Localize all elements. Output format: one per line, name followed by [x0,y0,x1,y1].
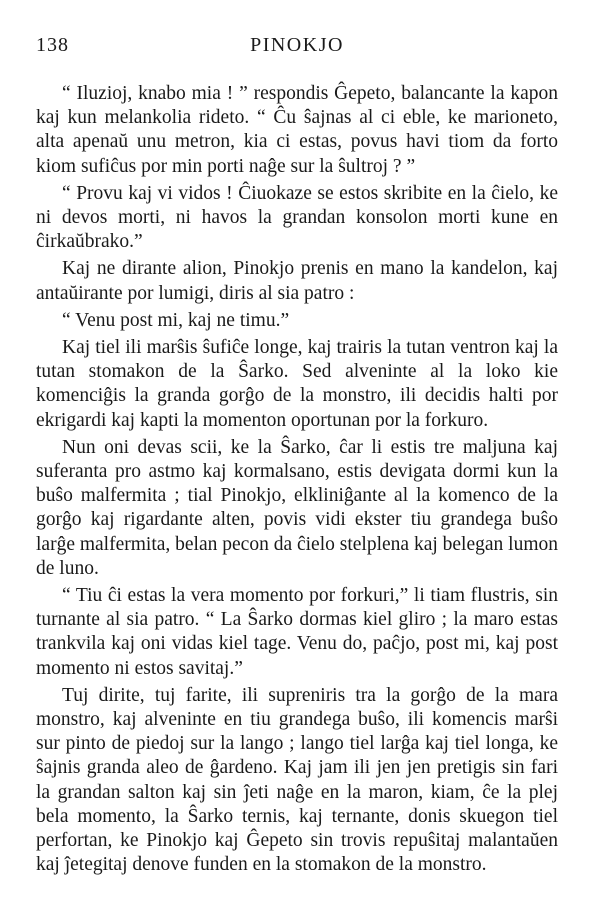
book-page [36,0,558,920]
running-head [36,34,558,60]
paragraph: Tuj dirite, tuj farite, ili supreniris tra la gorĝo de la mara monstro, kaj alveninte en tiu grandega buŝo, ili komencis marŝi sur pinto de piedoj sur la lango ; lango tiel larĝa kaj tiel longa, ke ŝajnis granda aleo de ĝardeno. Kaj jam ili jen jen pretigis sin fari la grandan salton kaj sin ĵeti naĝe en la maron, kiam, ĉe la plej bela momento, la Ŝarko ternis, kaj ternante, donis skuegon tiel perfortan, ke Pinokjo kaj Ĝepeto sin trovis repuŝitaj malantaŭen kaj ĵetegitaj denove funden en la stomakon de la monstro. [36,684,558,876]
paragraph: Nun oni devas scii, ke la Ŝarko, ĉar li estis tre maljuna kaj suferanta pro astmo kaj kormalsano, estis devigata dormi kun la buŝo malfermita ; tial Pinokjo, elkliniĝante al la komenco de la gorĝo kaj rigardante alten, povis vidi ekster tiu grandega buŝo larĝe malfermita, belan pecon da ĉielo stelplena kaj belegan lumon de luno. [36,436,558,579]
paragraph: “ Tiu ĉi estas la vera momento por forkuri,” li tiam flustris, sin turnante al sia patro. “ La Ŝarko dormas kiel gliro ; la maro estas trankvila kaj oni vidas kiel tage. Venu do, paĉjo, post mi, kaj post momento ni estos savitaj.” [36,585,558,679]
paragraph: Kaj ne dirante alion, Pinokjo prenis en mano la kandelon, kaj antaŭirante por lumigi, diris al sia patro : [36,258,558,304]
body-text [36,82,558,878]
paragraph: Kaj tiel ili marŝis ŝufiĉe longe, kaj trairis la tutan ventron kaj la tutan stomakon de la Ŝarko. Sed alveninte al la loko kie komenciĝis la granda gorĝo de la monstro, ili decidis halti por ekrigardi kaj kapti la momenton oportunan por la forkuro. [36,337,558,431]
paragraph: “ Iluzioj, knabo mia ! ” respondis Ĝepeto, balancante la kapon kaj kun melankolia rideto. “ Ĉu ŝajnas al ci eble, ke marioneto, alta apenaŭ unu metron, kia ci estas, povus havi tiom da forto kiom sufiĉus por min porti naĝe sur la ŝultroj ? ” [36,83,558,177]
paragraph: “ Provu kaj vi vidos ! Ĉiuokaze se estos skribite en la ĉielo, ke ni devos morti, ni havos la grandan konsolon morti kune en ĉirkaŭbrako.” [36,182,558,253]
page-number: 138 [36,34,69,56]
paragraph: “ Venu post mi, kaj ne timu.” [62,309,290,331]
book-title: PINOKJO [250,34,344,56]
